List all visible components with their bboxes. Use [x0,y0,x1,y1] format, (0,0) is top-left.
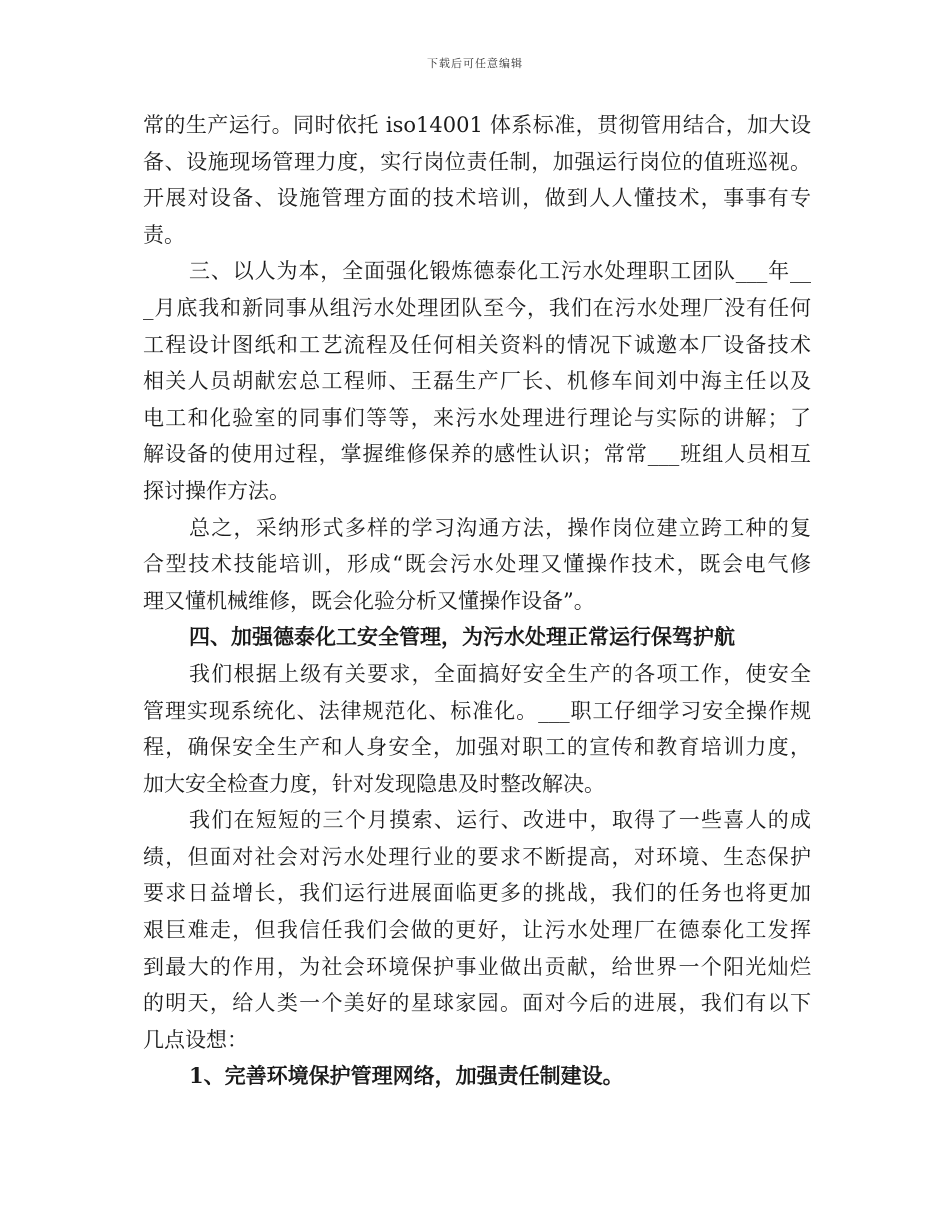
paragraph-line: 几点设想： [143,1027,248,1052]
paragraph-line: 探讨操作方法。 [143,478,290,503]
paragraph-line: 相关人员胡献宏总工程师、王磊生产厂长、机修车间刘中海主任以及 [143,369,811,394]
document-body [143,107,811,1095]
paragraph-line: 的明天，给人类一个美好的星球家园。面对今后的进展，我们有以下 [143,991,811,1016]
paragraph-line: 开展对设备、设施管理方面的技术培训，做到人人懂技术，事事有专 [143,186,811,211]
paragraph-line: 总之，采纳形式多样的学习沟通方法，操作岗位建立跨工种的复 [189,515,811,540]
paragraph-line: 我们根据上级有关要求，全面搞好安全生产的各项工作，使安全 [189,661,811,686]
paragraph-line: 加大安全检查力度，针对发现隐患及时整改解决。 [143,771,605,796]
paragraph-line: _月底我和新同事从组污水处理团队至今，我们在污水处理厂没有任何 [143,295,811,320]
paragraph-line: 备、设施现场管理力度，实行岗位责任制，加强运行岗位的值班巡视。 [143,149,811,174]
paragraph-line: 合型技术技能培训，形成“既会污水处理又懂操作技术，既会电气修 [143,552,811,577]
paragraph-line: 电工和化验室的同事们等等，来污水处理进行理论与实际的讲解；了 [143,405,811,430]
section-heading-line: 1、完善环境保护管理网络，加强责任制建设。 [189,1063,624,1089]
paragraph-line: 绩，但面对社会对污水处理行业的要求不断提高，对环境、生态保护 [143,844,811,869]
paragraph-line: 艰巨难走，但我信任我们会做的更好，让污水处理厂在德泰化工发挥 [143,918,811,943]
paragraph-line: 要求日益增长，我们运行进展面临更多的挑战，我们的任务也将更加 [143,881,811,906]
paragraph-line: 责。 [143,222,185,247]
paragraph-line: 程，确保安全生产和人身安全，加强对职工的宣传和教育培训力度， [143,735,811,760]
paragraph-line: 解设备的使用过程，掌握维修保养的感性认识；常常___班组人员相互 [143,442,811,467]
page-header-note: 下载后可任意编辑 [427,57,523,70]
paragraph-line: 理又懂机械维修，既会化验分析又懂操作设备”。 [143,588,595,613]
paragraph-line: 常的生产运行。同时依托 iso14001 体系标准，贯彻管用结合，加大设 [143,113,811,137]
paragraph-line: 工程设计图纸和工艺流程及任何相关资料的情况下诚邀本厂设备技术 [143,332,811,357]
paragraph-line: 到最大的作用，为社会环境保护事业做出贡献，给世界一个阳光灿烂 [143,954,811,979]
section-heading-line: 四、加强德泰化工安全管理，为污水处理正常运行保驾护航 [189,624,735,650]
paragraph-line: 管理实现系统化、法律规范化、标准化。___职工仔细学习安全操作规 [143,698,811,723]
paragraph-line: 三、以人为本，全面强化锻炼德泰化工污水处理职工团队___年__ [189,259,811,284]
paragraph-line: 我们在短短的三个月摸索、运行、改进中，取得了一些喜人的成 [189,808,811,833]
